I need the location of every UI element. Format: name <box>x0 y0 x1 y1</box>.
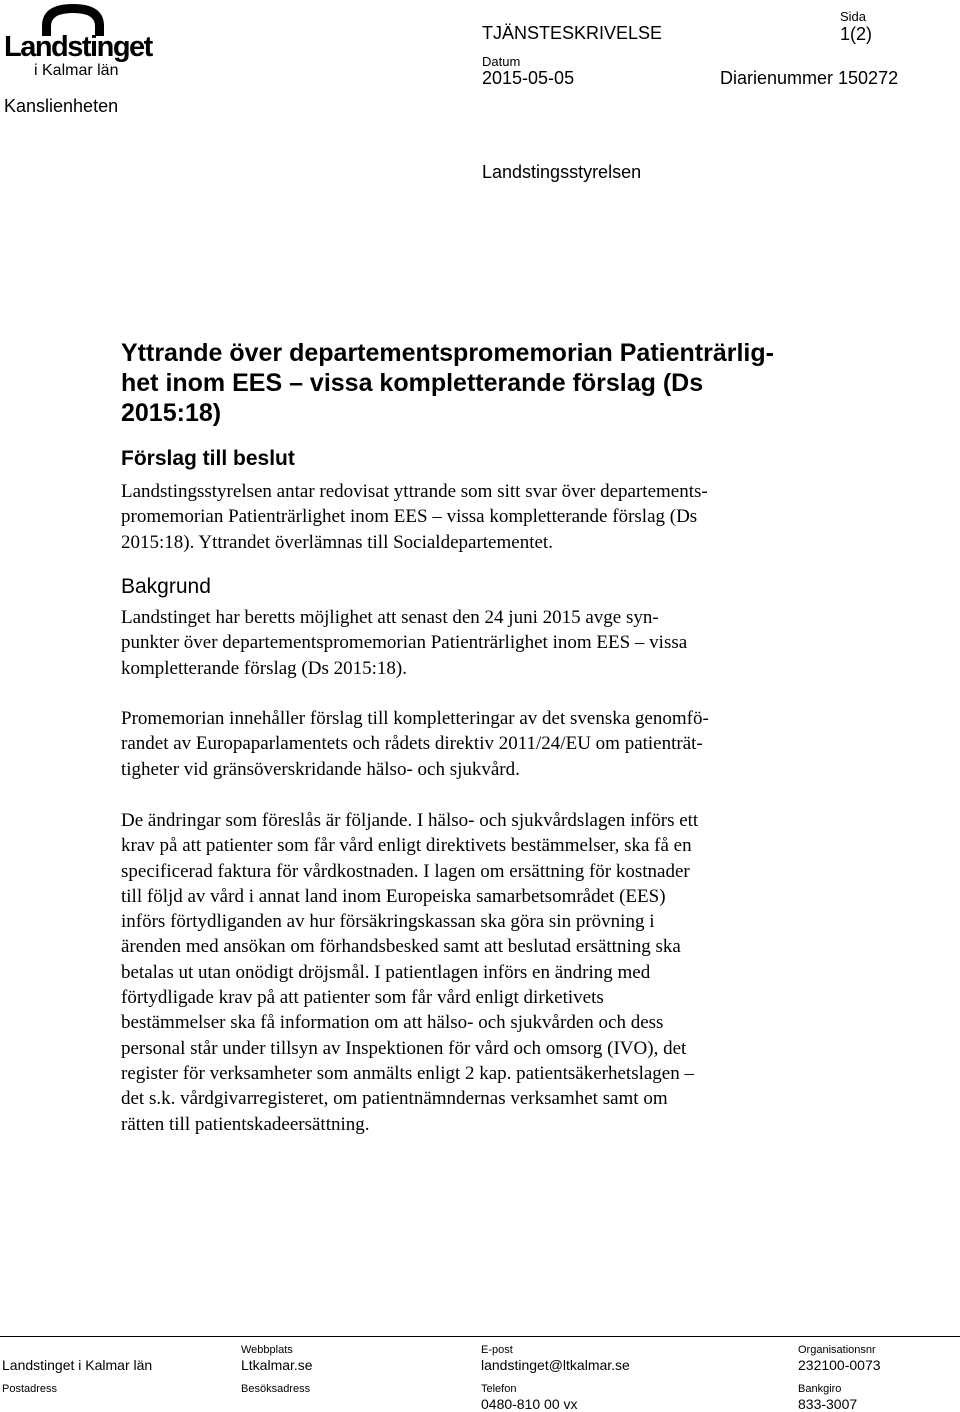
page-title <box>121 338 841 428</box>
text-line: förtydligade krav på att patienter som får vård enligt dirketivets <box>121 987 604 1009</box>
footer-email-link[interactable]: landstinget@ltkalmar.se <box>481 1357 630 1373</box>
background-paragraph <box>121 605 841 681</box>
text-line: bestämmelser ska få information om att hälso- och sjukvården och dess <box>121 1012 664 1034</box>
text-line: Landstingsstyrelsen antar redovisat yttrande som sitt svar över departements- <box>121 481 708 502</box>
text-line: krav på att patienter som får vård enligt direktivets bestämmelser, ska få en <box>121 835 692 857</box>
footer-bankgiro-value: 833-3007 <box>798 1396 858 1412</box>
footer-org-name: Landstinget i Kalmar län <box>2 1357 153 1373</box>
logo-name: Landstinget <box>4 31 152 63</box>
footer-divider <box>0 1336 960 1337</box>
footer-web-link[interactable]: Ltkalmar.se <box>241 1357 313 1373</box>
logo <box>4 2 152 82</box>
text-line: randet av Europaparlamentets och rådets direktiv 2011/24/EU om patienträt- <box>121 733 703 755</box>
text-line: tigheter vid gränsöverskridande hälso- och sjukvård. <box>121 758 520 780</box>
date-label: Datum <box>482 54 521 69</box>
page-number: 1(2) <box>840 24 873 44</box>
date-value: 2015-05-05 <box>482 68 575 88</box>
text-line: det s.k. vårdgivarregisteret, om patientnämndernas verksamhet samt om <box>121 1088 668 1110</box>
text-line: register för verksamheter som anmälts enligt 2 kap. patientsäkerhetslagen – <box>121 1062 694 1084</box>
footer-phone-label: Telefon <box>481 1383 517 1395</box>
text-line: Promemorian innehåller förslag till kompletteringar av det svenska genomfö- <box>121 708 709 729</box>
footer-orgnr-value: 232100-0073 <box>798 1357 881 1373</box>
text-line: 2015:18). Yttrandet överlämnas till Socialdepartementet. <box>121 531 553 553</box>
proposal-heading: Förslag till beslut <box>121 447 295 470</box>
proposal-paragraph <box>121 479 841 555</box>
footer-orgnr-label: Organisationsnr <box>798 1344 876 1356</box>
text-line: rätten till patientskadeersättning. <box>121 1113 370 1135</box>
background-paragraph <box>121 808 841 1137</box>
text-line: betalas ut utan onödigt dröjsmål. I patientlagen införs en ändring med <box>121 961 651 983</box>
text-line: personal står under tillsyn av Inspektionen för vård och omsorg (IVO), det <box>121 1037 687 1059</box>
text-line: införs förtydliganden av hur försäkringskassan ska göra sin prövning i <box>121 911 655 933</box>
logo-subtitle: i Kalmar län <box>34 62 119 79</box>
department: Kanslienheten <box>4 96 119 116</box>
footer-phone-value: 0480-810 00 vx <box>481 1396 578 1412</box>
text-line: kompletterande förslag (Ds 2015:18). <box>121 657 407 679</box>
footer-email-label: E-post <box>481 1344 513 1356</box>
footer-visit-label: Besöksadress <box>241 1383 311 1395</box>
title-line: 2015:18) <box>121 399 222 427</box>
background-heading: Bakgrund <box>121 575 211 598</box>
text-line: ärenden med ansökan om förhandsbesked samt att beslutad ersättning ska <box>121 936 681 958</box>
background-paragraph <box>121 706 841 782</box>
diarienummer: Diarienummer 150272 <box>720 68 899 88</box>
text-line: till följd av vård i annat land inom Europeiska samarbetsområdet (EES) <box>121 885 666 907</box>
text-line: specificerad faktura för vårdkostnaden. I lagen om ersättning för kostnader <box>121 860 690 882</box>
title-line: Yttrande över departementspromemorian Patienträrlig- <box>121 339 774 367</box>
text-line: De ändringar som föreslås är följande. I hälso- och sjukvårdslagen införs ett <box>121 810 699 831</box>
document-type: TJÄNSTESKRIVELSE <box>482 23 663 43</box>
recipient: Landstingsstyrelsen <box>482 162 642 182</box>
text-line: punkter över departementspromemorian Patienträrlighet inom EES – vissa <box>121 632 688 654</box>
footer-bankgiro-label: Bankgiro <box>798 1383 842 1395</box>
title-line: het inom EES – vissa kompletterande förslag (Ds <box>121 369 704 397</box>
footer-web-label: Webbplats <box>241 1344 293 1356</box>
text-line: promemorian Patienträrlighet inom EES – vissa kompletterande förslag (Ds <box>121 506 698 528</box>
page-label: Sida <box>840 9 867 24</box>
text-line: Landstinget har beretts möjlighet att senast den 24 juni 2015 avge syn- <box>121 607 659 628</box>
footer-postal-label: Postadress <box>2 1383 58 1395</box>
